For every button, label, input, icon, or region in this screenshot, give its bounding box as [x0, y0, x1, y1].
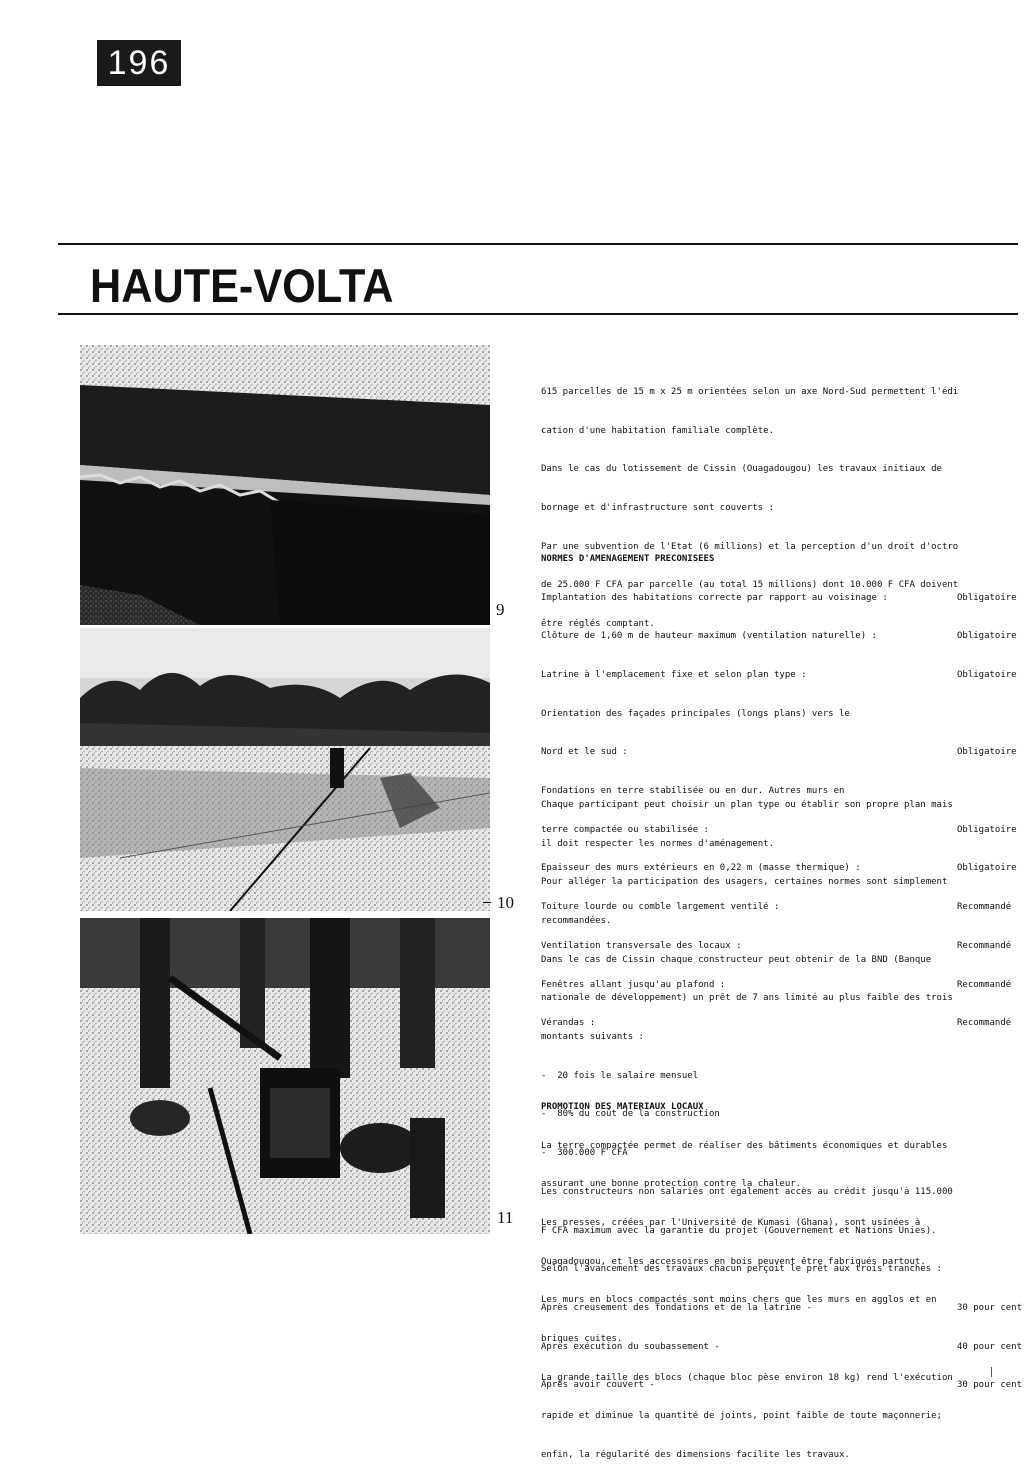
promotion-line: La terre compactée permet de réaliser des bâtiments économiques et durables [541, 1140, 948, 1151]
norme-status: Obligatoire [957, 747, 1017, 758]
norme-label: Clôture de 1,60 m de hauteur maximum (ventilation naturelle) : [541, 631, 877, 642]
photo-building-site [80, 628, 490, 911]
participation-pct [957, 1225, 1019, 1238]
page-number: 196 [97, 40, 181, 86]
intro-line: cation d'une habitation familiale complète. [541, 425, 774, 436]
norme-label: Fondations en terre stabilisée ou en dur. Autres murs en [541, 786, 845, 797]
participation-pct [957, 915, 1019, 928]
norme-label: Orientation des façades principales (longs plans) vers le [541, 708, 850, 719]
norme-label: Vérandas : [541, 1018, 596, 1029]
participation-text: Les constructeurs non salariés ont également accès au crédit jusqu'à 115.000 [541, 1186, 953, 1197]
participation-text: Après avoir couvert - [541, 1380, 655, 1391]
photo-number-9: 9 [496, 600, 505, 619]
promotion-line: Ouagadougou, et les accessoires en bois peuvent être fabriqués partout. [541, 1256, 926, 1267]
promotion-line: enfin, la régularité des dimensions facilite les travaux. [541, 1450, 850, 1461]
norme-status: Obligatoire [957, 669, 1017, 680]
page-title: HAUTE-VOLTA [90, 259, 394, 312]
photo-number-10: 10 [497, 893, 514, 912]
intro-line: de 25.000 F CFA par parcelle (au total 15 millions) dont 10.000 F CFA doivent [541, 580, 959, 591]
participation-text: nationale de développement) un prêt de 7 ans limité au plus faible des trois [541, 993, 953, 1004]
participation-pct [957, 1147, 1019, 1160]
normes-row [541, 630, 1019, 643]
norme-label: Epaisseur des murs extérieurs en 0,22 m (masse thermique) : [541, 863, 861, 874]
intro-line: bornage et d'infrastructure sont couverts : [541, 502, 774, 513]
participation-pct [957, 992, 1019, 1005]
normes-row [541, 708, 1019, 721]
norme-label: Fenêtres allant jusqu'au plafond : [541, 979, 726, 990]
participation-text: Chaque participant peut choisir un plan type ou établir son propre plan mais [541, 799, 953, 810]
participation-text: F CFA maximum avec la garantie du projet (Gouvernement et Nations Unies). [541, 1225, 937, 1236]
participation-pct [957, 1070, 1019, 1083]
intro-line: Par une subvention de l'Etat (6 millions) et la perception d'un droit d'octro [541, 541, 959, 552]
promotion-line: La grande taille des blocs (chaque bloc pèse environ 18 kg) rend l'exécution [541, 1372, 953, 1383]
normes-heading: NORMES D'AMENAGEMENT PRECONISEES [541, 553, 715, 564]
promotion-line: briques cuites. [541, 1334, 623, 1345]
participation-row [541, 954, 1019, 967]
participation-text: il doit respecter les normes d'aménagement. [541, 838, 774, 849]
promotion-line: Les presses, créées par l'Université de Kumasi (Ghana), sont usinées à [541, 1217, 921, 1228]
participation-pct [957, 799, 1019, 812]
promotion-line: assurant une bonne protection contre la chaleur. [541, 1179, 802, 1190]
norme-label: Nord et le sud : [541, 747, 628, 758]
participation-pct [957, 1108, 1019, 1121]
norme-status: Recommandé [957, 902, 1012, 913]
norme-label: Ventilation transversale des locaux : [541, 940, 742, 951]
participation-pct [957, 876, 1019, 889]
promotion-line: rapide et diminue la quantité de joints, point faible de toute maçonnerie; [541, 1411, 942, 1422]
title-rule-top [58, 243, 1018, 245]
participation-pct [957, 838, 1019, 851]
normes-row [541, 592, 1019, 605]
participation-pct: 30 pour cent [957, 1380, 1023, 1391]
page-mark [991, 1367, 992, 1377]
participation-row [541, 876, 1019, 889]
participation-text: Selon l'avancement des travaux chacun perçoit le prêt aux trois tranches : [541, 1264, 942, 1275]
norme-status: Obligatoire [957, 824, 1017, 835]
normes-row [541, 746, 1019, 759]
norme-status [957, 708, 1019, 721]
photo-10-dash [483, 902, 491, 903]
promotion-line: Les murs en blocs compactés sont moins chers que les murs en agglos et en [541, 1295, 937, 1306]
intro-line: Dans le cas du lotissement de Cissin (Ouagadougou) les travaux initiaux de [541, 464, 942, 475]
participation-pct: 40 pour cent [957, 1341, 1023, 1352]
norme-status: Obligatoire [957, 631, 1017, 642]
promotion-section [541, 1075, 953, 1475]
norme-status: Recommandé [957, 979, 1012, 990]
norme-status: Obligatoire [957, 592, 1017, 603]
photo-block-press [80, 918, 490, 1234]
participation-text: montants suivants : [541, 1032, 644, 1043]
participation-row [541, 799, 1019, 812]
participation-text: Après exécution du soubassement - [541, 1341, 720, 1352]
participation-text: Après creusement des fondations et de la latrine - [541, 1302, 812, 1313]
participation-row [541, 915, 1019, 928]
participation-row [541, 1031, 1019, 1044]
norme-status: Obligatoire [957, 863, 1017, 874]
participation-pct [957, 1031, 1019, 1044]
participation-text: - 80% du coût de la construction [541, 1109, 720, 1120]
norme-label: Toiture lourde ou comble largement ventilé : [541, 902, 780, 913]
normes-row [541, 669, 1019, 682]
participation-pct [957, 1263, 1019, 1276]
participation-text: - 20 fois le salaire mensuel [541, 1070, 699, 1081]
promotion-heading: PROMOTION DES MATERIAUX LOCAUX [541, 1101, 704, 1112]
participation-row [541, 992, 1019, 1005]
participation-row [541, 838, 1019, 851]
norme-label: Latrine à l'emplacement fixe et selon plan type : [541, 669, 807, 680]
participation-pct [957, 954, 1019, 967]
intro-line: 615 parcelles de 15 m x 25 m orientées selon un axe Nord-Sud permettent l'édi [541, 386, 959, 397]
participation-text: Pour alléger la participation des usagers, certaines normes sont simplement [541, 877, 948, 888]
norme-label: Implantation des habitations correcte par rapport au voisinage : [541, 592, 888, 603]
participation-pct [957, 1186, 1019, 1199]
participation-text: - 300.000 F CFA [541, 1148, 628, 1159]
intro-line: être réglés comptant. [541, 619, 655, 630]
participation-pct: 30 pour cent [957, 1302, 1023, 1313]
norme-status: Recommandé [957, 940, 1012, 951]
norme-status: Recommandé [957, 1018, 1012, 1029]
title-rule-bottom [58, 313, 1018, 315]
photo-number-11: 11 [497, 1208, 514, 1227]
norme-label: terre compactée ou stabilisée : [541, 824, 709, 835]
photo-earth-blocks [80, 345, 490, 625]
participation-text: Dans le cas de Cissin chaque constructeur peut obtenir de la BND (Banque [541, 954, 932, 965]
participation-text: recommandées. [541, 915, 612, 926]
